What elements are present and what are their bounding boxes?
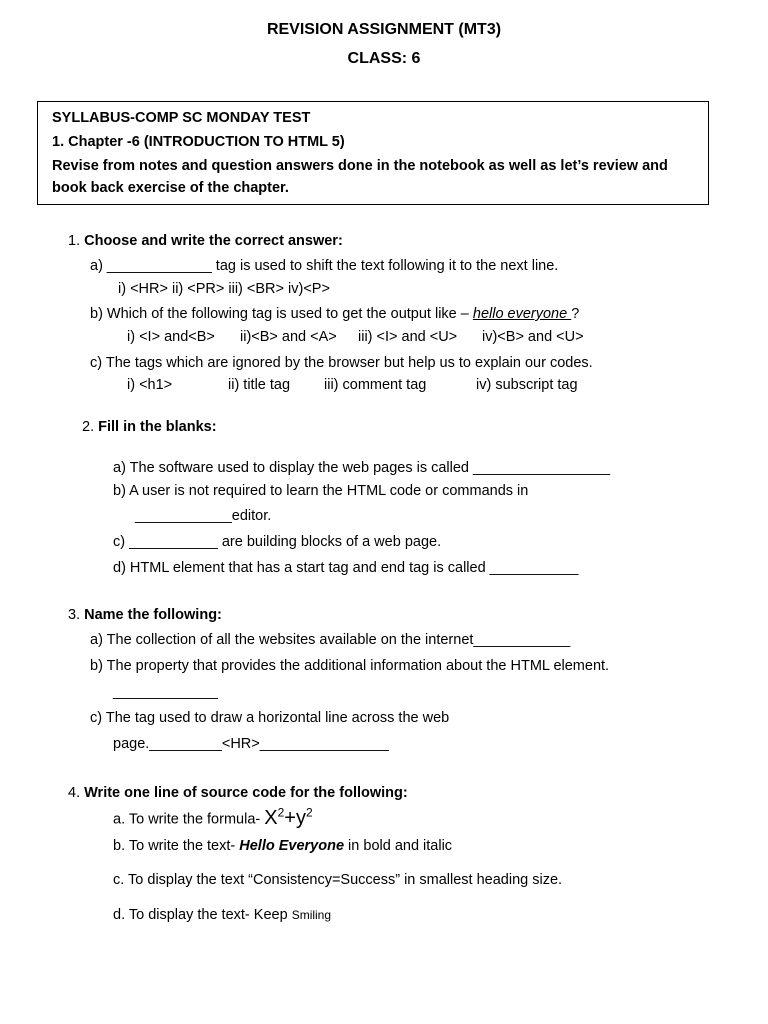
q3a-text: a) The collection of all the websites available on the internet____________ [90, 632, 571, 648]
q2-heading [82, 419, 217, 435]
q1c-option-2: ii) title tag [228, 377, 291, 393]
q3-heading [68, 607, 222, 623]
q1a-options: i) <HR> ii) <PR> iii) <BR> iv)<P> [118, 281, 330, 297]
q3c-text-1: c) The tag used to draw a horizontal line across the web [90, 710, 450, 726]
syllabus-heading: SYLLABUS-COMP SC MONDAY TEST [52, 110, 311, 126]
q4d-text [113, 907, 331, 923]
q1b-end: ? [571, 306, 580, 322]
q1c-option-3: iii) comment tag [324, 377, 427, 393]
q4b-emphasis: Hello Everyone [239, 838, 345, 854]
q4-number: 4. [68, 785, 81, 801]
q1b-question: b) Which of the following tag is used to get the output like – [90, 306, 473, 322]
q1b-option-4: iv)<B> and <U> [482, 329, 584, 345]
q2-title: Fill in the blanks: [98, 419, 217, 435]
q1b-emphasis: hello everyone [472, 306, 572, 322]
q3c-text-2: page._________<HR>________________ [113, 736, 389, 752]
q3-number: 3. [68, 607, 81, 623]
q1b-option-2: ii)<B> and <A> [240, 329, 337, 345]
q4-heading [68, 785, 408, 801]
q4a-formula [264, 807, 312, 829]
q1c-option-4: iv) subscript tag [476, 377, 578, 393]
q3b-text-2: _____________ [113, 684, 218, 700]
q4a-formula-sup-1: 2 [277, 805, 285, 819]
q1-number: 1. [68, 233, 81, 249]
page-title: REVISION ASSIGNMENT (MT3) [266, 21, 502, 38]
q4b-end: in bold and italic [344, 838, 453, 854]
q2a-text: a) The software used to display the web pages is called _________________ [113, 460, 611, 476]
q4b-label: b. To write the text- [113, 838, 240, 854]
q2b-text-1: b) A user is not required to learn the HTML code or commands in [113, 483, 529, 499]
q4a-formula-x: X [264, 806, 278, 829]
q2d-text: d) HTML element that has a start tag and end tag is called ___________ [113, 560, 579, 576]
q4a-label: a. To write the formula- [113, 811, 261, 828]
q2b-text-2: ____________editor. [135, 508, 272, 524]
q1b-text [90, 306, 579, 322]
q4-title: Write one line of source code for the following: [84, 785, 408, 801]
q1b-option-1: i) <I> and<B> [127, 329, 215, 345]
syllabus-line-2: book back exercise of the chapter. [52, 180, 289, 196]
q4d-small-text: Smiling [291, 908, 332, 922]
q1c-text: c) The tags which are ignored by the browser but help us to explain our codes. [90, 355, 593, 371]
syllabus-chapter: 1. Chapter -6 (INTRODUCTION TO HTML 5) [52, 134, 345, 150]
syllabus-line-1: Revise from notes and question answers done in the notebook as well as let’s review and [52, 158, 668, 174]
q4b-text [113, 838, 452, 854]
q4a-text [113, 805, 313, 830]
q3b-text-1: b) The property that provides the additional information about the HTML element. [90, 658, 610, 674]
q4a-formula-plus-y: +y [284, 806, 306, 829]
q4d-label: d. To display the text- Keep [113, 907, 292, 923]
syllabus-box [37, 101, 709, 205]
q1-title: Choose and write the correct answer: [84, 233, 343, 249]
q4a-formula-sup-2: 2 [305, 805, 313, 819]
q1-heading [68, 233, 343, 249]
q2c-text: c) ___________ are building blocks of a web page. [113, 534, 442, 550]
q2-number: 2. [82, 419, 95, 435]
q3-title: Name the following: [84, 607, 222, 623]
q1a-text: a) _____________ tag is used to shift the text following it to the next line. [90, 258, 559, 274]
q4c-text: c. To display the text “Consistency=Success” in smallest heading size. [113, 872, 563, 888]
q1c-option-1: i) <h1> [127, 377, 173, 393]
class-label: CLASS: 6 [347, 50, 421, 67]
q1b-option-3: iii) <I> and <U> [358, 329, 458, 345]
